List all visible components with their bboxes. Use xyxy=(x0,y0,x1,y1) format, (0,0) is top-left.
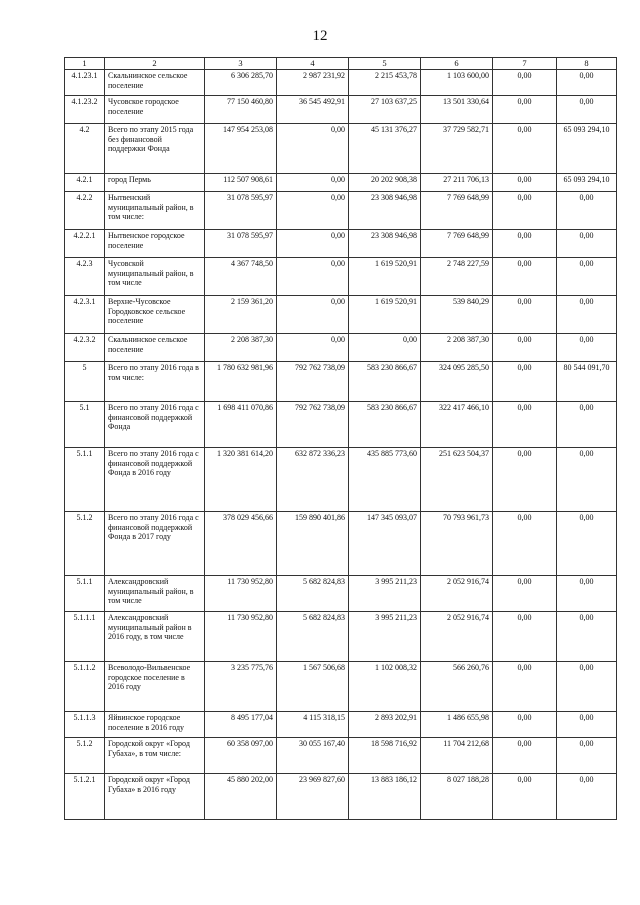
table-row xyxy=(65,512,617,576)
value-cell: 6 306 285,70 xyxy=(205,70,277,96)
value-cell: 20 202 908,38 xyxy=(349,174,421,192)
value-cell: 0,00 xyxy=(277,192,349,230)
row-name-cell: Чусовской муниципальный район, в том числе xyxy=(105,258,205,296)
value-cell: 0,00 xyxy=(557,774,617,820)
value-cell: 0,00 xyxy=(493,448,557,512)
row-number-cell: 5.1 xyxy=(65,402,105,448)
value-cell: 0,00 xyxy=(493,334,557,362)
value-cell: 30 055 167,40 xyxy=(277,738,349,774)
header-cell: 2 xyxy=(105,58,205,70)
row-name-cell: город Пермь xyxy=(105,174,205,192)
value-cell: 60 358 097,00 xyxy=(205,738,277,774)
value-cell: 0,00 xyxy=(493,612,557,662)
row-number-cell: 4.2.2.1 xyxy=(65,230,105,258)
table-row xyxy=(65,174,617,192)
header-cell: 6 xyxy=(421,58,493,70)
row-name-cell: Нытвенское городское поселение xyxy=(105,230,205,258)
row-number-cell: 4.2.3.1 xyxy=(65,296,105,334)
value-cell: 583 230 866,67 xyxy=(349,402,421,448)
row-number-cell: 4.2 xyxy=(65,124,105,174)
value-cell: 7 769 648,99 xyxy=(421,230,493,258)
value-cell: 0,00 xyxy=(557,70,617,96)
value-cell: 0,00 xyxy=(277,174,349,192)
value-cell: 13 883 186,12 xyxy=(349,774,421,820)
row-name-cell: Верхне-Чусовское Городковское сельское поселение xyxy=(105,296,205,334)
value-cell: 0,00 xyxy=(493,258,557,296)
value-cell: 31 078 595,97 xyxy=(205,192,277,230)
value-cell: 27 103 637,25 xyxy=(349,96,421,124)
row-number-cell: 5 xyxy=(65,362,105,402)
row-name-cell: Александровский муниципальный район в 2016 году, в том числе xyxy=(105,612,205,662)
value-cell: 1 103 600,00 xyxy=(421,70,493,96)
value-cell: 2 208 387,30 xyxy=(421,334,493,362)
table-row xyxy=(65,576,617,612)
row-name-cell: Всеволодо-Вильвенское городское поселение в 2016 году xyxy=(105,662,205,712)
row-number-cell: 4.2.2 xyxy=(65,192,105,230)
value-cell: 0,00 xyxy=(557,712,617,738)
row-number-cell: 4.1.23.2 xyxy=(65,96,105,124)
table-row xyxy=(65,70,617,96)
value-cell: 0,00 xyxy=(493,174,557,192)
value-cell: 0,00 xyxy=(493,296,557,334)
value-cell: 0,00 xyxy=(557,334,617,362)
value-cell: 13 501 330,64 xyxy=(421,96,493,124)
value-cell: 23 308 946,98 xyxy=(349,230,421,258)
value-cell: 23 969 827,60 xyxy=(277,774,349,820)
value-cell: 8 495 177,04 xyxy=(205,712,277,738)
value-cell: 4 367 748,50 xyxy=(205,258,277,296)
table-row xyxy=(65,124,617,174)
row-name-cell: Городской округ «Город Губаха», в том числе: xyxy=(105,738,205,774)
value-cell: 1 486 655,98 xyxy=(421,712,493,738)
value-cell: 80 544 091,70 xyxy=(557,362,617,402)
row-number-cell: 5.1.2.1 xyxy=(65,774,105,820)
row-name-cell: Всего по этапу 2016 года с финансовой поддержкой Фонда xyxy=(105,402,205,448)
table-row xyxy=(65,192,617,230)
row-name-cell: Чусовское городское поселение xyxy=(105,96,205,124)
value-cell: 322 417 466,10 xyxy=(421,402,493,448)
row-name-cell: Яйвинское городское поселение в 2016 году xyxy=(105,712,205,738)
value-cell: 0,00 xyxy=(277,258,349,296)
row-number-cell: 4.2.1 xyxy=(65,174,105,192)
value-cell: 0,00 xyxy=(557,576,617,612)
value-cell: 65 093 294,10 xyxy=(557,124,617,174)
header-cell: 7 xyxy=(493,58,557,70)
value-cell: 0,00 xyxy=(493,512,557,576)
value-cell: 2 052 916,74 xyxy=(421,576,493,612)
value-cell: 11 730 952,80 xyxy=(205,612,277,662)
value-cell: 0,00 xyxy=(557,258,617,296)
value-cell: 37 729 582,71 xyxy=(421,124,493,174)
value-cell: 0,00 xyxy=(493,402,557,448)
value-cell: 0,00 xyxy=(349,334,421,362)
value-cell: 5 682 824,83 xyxy=(277,612,349,662)
value-cell: 1 619 520,91 xyxy=(349,296,421,334)
table-row xyxy=(65,448,617,512)
value-cell: 1 320 381 614,20 xyxy=(205,448,277,512)
value-cell: 0,00 xyxy=(557,448,617,512)
row-number-cell: 5.1.1.1 xyxy=(65,612,105,662)
value-cell: 632 872 336,23 xyxy=(277,448,349,512)
value-cell: 2 052 916,74 xyxy=(421,612,493,662)
row-name-cell: Всего по этапу 2016 года с финансовой поддержкой Фонда в 2017 году xyxy=(105,512,205,576)
value-cell: 2 893 202,91 xyxy=(349,712,421,738)
table-row xyxy=(65,96,617,124)
value-cell: 378 029 456,66 xyxy=(205,512,277,576)
value-cell: 65 093 294,10 xyxy=(557,174,617,192)
value-cell: 3 995 211,23 xyxy=(349,576,421,612)
header-cell: 8 xyxy=(557,58,617,70)
value-cell: 2 215 453,78 xyxy=(349,70,421,96)
row-name-cell: Нытвенский муниципальный район, в том числе: xyxy=(105,192,205,230)
value-cell: 23 308 946,98 xyxy=(349,192,421,230)
value-cell: 2 987 231,92 xyxy=(277,70,349,96)
row-number-cell: 5.1.1 xyxy=(65,576,105,612)
value-cell: 2 159 361,20 xyxy=(205,296,277,334)
header-cell: 5 xyxy=(349,58,421,70)
value-cell: 435 885 773,60 xyxy=(349,448,421,512)
value-cell: 0,00 xyxy=(557,402,617,448)
table-row xyxy=(65,612,617,662)
value-cell: 36 545 492,91 xyxy=(277,96,349,124)
header-row xyxy=(65,58,617,70)
table-row xyxy=(65,334,617,362)
value-cell: 31 078 595,97 xyxy=(205,230,277,258)
value-cell: 147 345 093,07 xyxy=(349,512,421,576)
row-name-cell: Всего по этапу 2016 года с финансовой поддержкой Фонда в 2016 году xyxy=(105,448,205,512)
value-cell: 0,00 xyxy=(493,124,557,174)
value-cell: 3 235 775,76 xyxy=(205,662,277,712)
value-cell: 0,00 xyxy=(277,124,349,174)
value-cell: 0,00 xyxy=(557,230,617,258)
value-cell: 5 682 824,83 xyxy=(277,576,349,612)
value-cell: 45 131 376,27 xyxy=(349,124,421,174)
program-table xyxy=(64,57,617,820)
row-number-cell: 4.2.3 xyxy=(65,258,105,296)
value-cell: 0,00 xyxy=(493,576,557,612)
page-number: 12 xyxy=(312,28,328,44)
row-name-cell: Скальнинское сельское поселение xyxy=(105,334,205,362)
value-cell: 147 954 253,08 xyxy=(205,124,277,174)
value-cell: 0,00 xyxy=(557,192,617,230)
value-cell: 3 995 211,23 xyxy=(349,612,421,662)
value-cell: 0,00 xyxy=(493,70,557,96)
value-cell: 0,00 xyxy=(493,96,557,124)
row-number-cell: 4.2.3.2 xyxy=(65,334,105,362)
table-row xyxy=(65,362,617,402)
row-number-cell: 4.1.23.1 xyxy=(65,70,105,96)
table-row xyxy=(65,230,617,258)
row-name-cell: Александровский муниципальный район, в том числе xyxy=(105,576,205,612)
value-cell: 1 102 008,32 xyxy=(349,662,421,712)
value-cell: 0,00 xyxy=(493,712,557,738)
value-cell: 1 698 411 070,86 xyxy=(205,402,277,448)
value-cell: 70 793 961,73 xyxy=(421,512,493,576)
header-cell: 4 xyxy=(277,58,349,70)
table-row xyxy=(65,258,617,296)
value-cell: 792 762 738,09 xyxy=(277,402,349,448)
row-number-cell: 5.1.2 xyxy=(65,738,105,774)
value-cell: 27 211 706,13 xyxy=(421,174,493,192)
value-cell: 0,00 xyxy=(277,296,349,334)
value-cell: 0,00 xyxy=(557,296,617,334)
value-cell: 566 260,76 xyxy=(421,662,493,712)
value-cell: 0,00 xyxy=(493,230,557,258)
value-cell: 0,00 xyxy=(277,334,349,362)
row-number-cell: 5.1.1.2 xyxy=(65,662,105,712)
value-cell: 0,00 xyxy=(557,738,617,774)
value-cell: 2 748 227,59 xyxy=(421,258,493,296)
value-cell: 2 208 387,30 xyxy=(205,334,277,362)
value-cell: 1 619 520,91 xyxy=(349,258,421,296)
table-row xyxy=(65,774,617,820)
row-name-cell: Всего по этапу 2015 года без финансовой поддержки Фонда xyxy=(105,124,205,174)
value-cell: 18 598 716,92 xyxy=(349,738,421,774)
value-cell: 1 780 632 981,96 xyxy=(205,362,277,402)
value-cell: 11 730 952,80 xyxy=(205,576,277,612)
table-row xyxy=(65,662,617,712)
value-cell: 0,00 xyxy=(557,662,617,712)
value-cell: 0,00 xyxy=(493,774,557,820)
value-cell: 539 840,29 xyxy=(421,296,493,334)
value-cell: 45 880 202,00 xyxy=(205,774,277,820)
header-cell: 1 xyxy=(65,58,105,70)
value-cell: 0,00 xyxy=(557,612,617,662)
value-cell: 0,00 xyxy=(493,192,557,230)
value-cell: 7 769 648,99 xyxy=(421,192,493,230)
value-cell: 112 507 908,61 xyxy=(205,174,277,192)
row-number-cell: 5.1.1 xyxy=(65,448,105,512)
value-cell: 77 150 460,80 xyxy=(205,96,277,124)
value-cell: 8 027 188,28 xyxy=(421,774,493,820)
table-row xyxy=(65,402,617,448)
value-cell: 583 230 866,67 xyxy=(349,362,421,402)
value-cell: 251 623 504,37 xyxy=(421,448,493,512)
table-row xyxy=(65,738,617,774)
value-cell: 4 115 318,15 xyxy=(277,712,349,738)
header-cell: 3 xyxy=(205,58,277,70)
row-number-cell: 5.1.1.3 xyxy=(65,712,105,738)
value-cell: 792 762 738,09 xyxy=(277,362,349,402)
value-cell: 0,00 xyxy=(493,662,557,712)
value-cell: 0,00 xyxy=(493,738,557,774)
value-cell: 0,00 xyxy=(557,96,617,124)
value-cell: 0,00 xyxy=(493,362,557,402)
row-number-cell: 5.1.2 xyxy=(65,512,105,576)
value-cell: 11 704 212,68 xyxy=(421,738,493,774)
row-name-cell: Всего по этапу 2016 года в том числе: xyxy=(105,362,205,402)
row-name-cell: Городской округ «Город Губаха» в 2016 году xyxy=(105,774,205,820)
value-cell: 159 890 401,86 xyxy=(277,512,349,576)
value-cell: 0,00 xyxy=(277,230,349,258)
value-cell: 324 095 285,50 xyxy=(421,362,493,402)
table-row xyxy=(65,712,617,738)
value-cell: 0,00 xyxy=(557,512,617,576)
value-cell: 1 567 506,68 xyxy=(277,662,349,712)
table-row xyxy=(65,296,617,334)
row-name-cell: Скальнинское сельское поселение xyxy=(105,70,205,96)
